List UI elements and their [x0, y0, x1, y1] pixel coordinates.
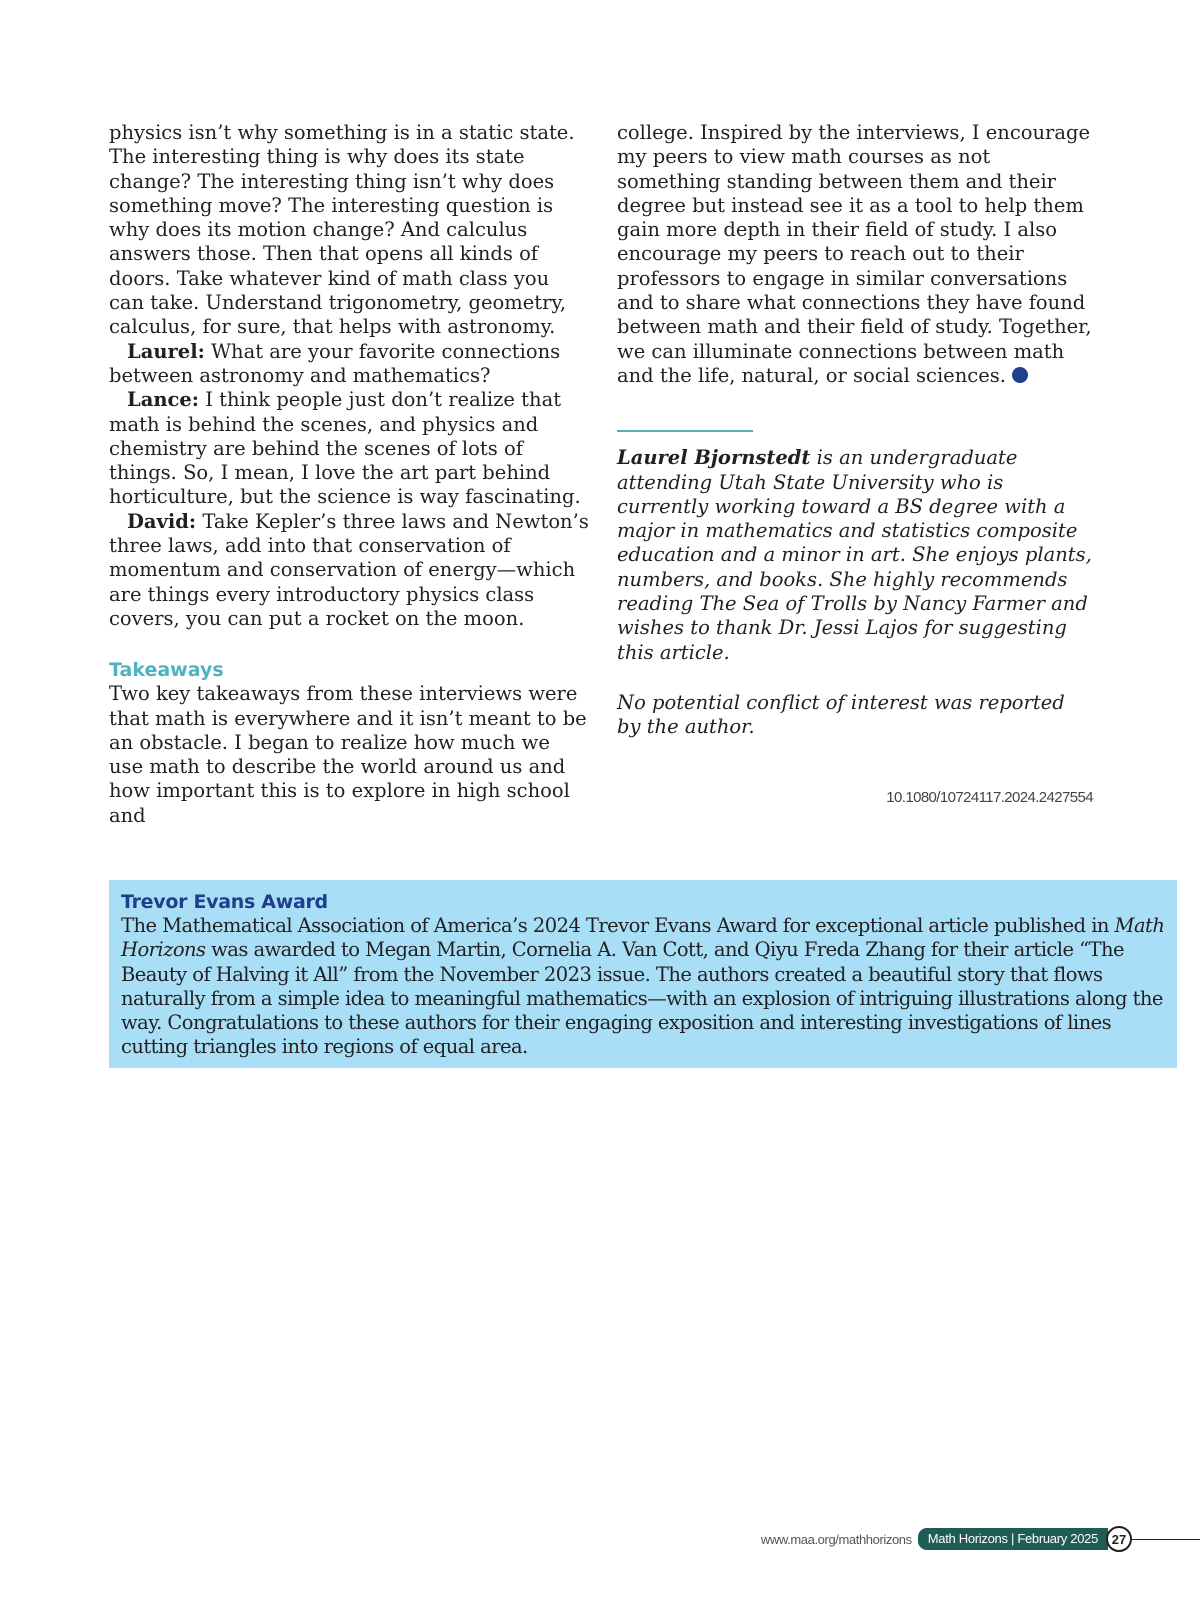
footer-magazine-issue: Math Horizons | February 2025	[918, 1528, 1108, 1550]
award-text-start: The Mathematical Association of America’s 2024 Trevor Evans Award for exceptional article published in	[121, 914, 1115, 937]
end-of-article-dot-icon	[1012, 367, 1028, 383]
author-name: Laurel Bjornstedt	[617, 446, 811, 470]
right-column	[617, 121, 1093, 810]
speaker-name: Laurel:	[127, 339, 205, 363]
speaker-text: Take Kepler’s three laws and Newton’s three laws, add into that conservation of momentum and conservation of energy—which are things every introductory physics class covers, you can put a rocket on the moon.	[109, 509, 589, 630]
author-bio-text: is an undergraduate attending Utah State University who is currently working toward a BS degree with a major in mathematics and statistics composite education and a minor in art. She enjoys plants, numbers, and books. She highly recommends reading The Sea of Trolls by Nancy Farmer and wishes to thank Dr. Jessi Lajos for suggesting this article.	[617, 446, 1092, 664]
conflict-statement: No potential conflict of interest was reported by the author.	[617, 690, 1065, 739]
award-title: Trevor Evans Award	[121, 891, 328, 913]
speaker-text: What are your favorite connections between astronomy and mathematics?	[109, 339, 561, 387]
takeaways-heading: Takeaways	[109, 659, 224, 682]
page-footer	[761, 1526, 1200, 1552]
intro-paragraph: physics isn’t why something is in a static state. The interesting thing is why does its state change? The interesting thing isn’t why does something move? The interesting question is why does its motion change? And calculus answers those. Then that opens all kinds of doors. Take whatever kind of math class you can take. Understand trigonometry, geometry, calculus, for sure, that helps with astronomy.	[109, 121, 575, 339]
footer-url[interactable]: www.maa.org/mathhorizons	[760, 1531, 912, 1547]
takeaways-paragraph: Two key takeaways from these interviews were that math is everywhere and it isn’t meant to be an obstacle. I began to realize how much we use math to describe the world around us and how important this is to explore in high school and	[109, 682, 587, 827]
doi[interactable]: 10.1080/10724117.2024.2427554	[886, 788, 1093, 806]
magazine-title: Math Horizons	[121, 914, 1165, 962]
conclusion-text: college. Inspired by the interviews, I encourage my peers to view math courses as not something standing between them and their degree but instead see it as a tool to help them gain more depth in their field of study. I also encourage my peers to reach out to their professors to engage in similar conversations and to share what connections they have found between math and their field of study. Together, we can illuminate connections between math and the life, natural, or social sciences.	[617, 121, 1092, 387]
award-sidebar-box	[109, 880, 1177, 1068]
award-text-end: was awarded to Megan Martin, Cornelia A. Van Cott, and Qiyu Freda Zhang for their article “The Beauty of Halving it All” from the November 2023 issue. The authors created a beautiful story that flows naturally from a simple idea to meaningful mathematics—with an explosion of intriguing illustrations along the way. Congratulations to these authors for their engaging exposition and interesting investigations of lines cutting triangles into regions of equal area.	[121, 938, 1163, 1059]
speaker-name: David:	[127, 509, 197, 533]
page-number: 27	[1106, 1526, 1132, 1552]
bio-divider	[617, 430, 753, 432]
author-bio	[617, 446, 1093, 665]
dialogue-laurel	[109, 340, 589, 389]
dialogue-david	[109, 510, 589, 631]
dialogue-lance	[109, 388, 589, 509]
conclusion-paragraph	[617, 121, 1093, 388]
speaker-name: Lance:	[127, 388, 200, 412]
left-column	[109, 121, 589, 828]
footer-line	[1132, 1539, 1200, 1540]
speaker-text: I think people just don’t realize that math is behind the scenes, and physics and chemistry are behind the scenes of lots of things. So, I mean, I love the art part behind horticulture, but the science is way fascinating.	[109, 388, 581, 509]
award-text	[121, 914, 1165, 1060]
